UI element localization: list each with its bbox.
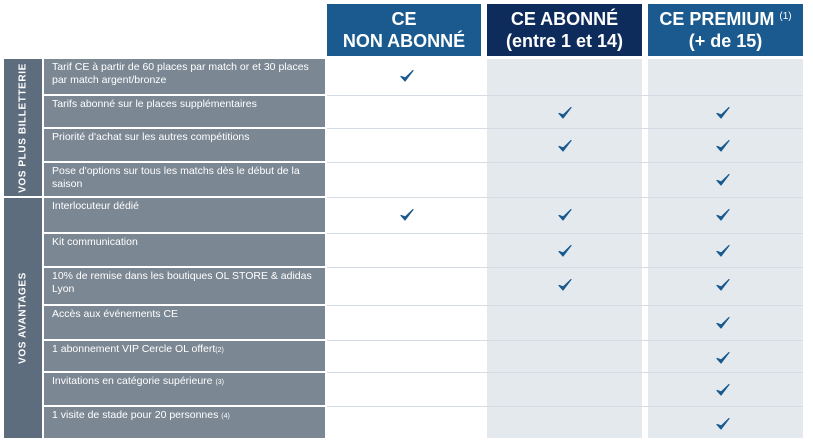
header-line2: NON ABONNÉ [342, 31, 466, 51]
feature-row-label [44, 59, 325, 94]
header-line1: CE PREMIUM $^{(1)}$ [659, 9, 792, 29]
checkmark-icon [716, 106, 730, 120]
checkmark-icon [558, 139, 572, 153]
feature-row-label [44, 306, 325, 339]
header-line2: (+ de 15) [688, 31, 763, 51]
row-divider [327, 95, 803, 96]
feature-row-label [44, 129, 325, 161]
checkmark-icon [400, 69, 414, 83]
group-vos-plus-billetterie [4, 59, 42, 196]
feature-row-label [44, 96, 325, 127]
checkmark-icon [716, 244, 730, 258]
checkmark-icon [716, 208, 730, 222]
feature-row-label [44, 373, 325, 405]
row-divider [327, 197, 803, 198]
feature-row-label [44, 268, 325, 304]
header-line1: CE ABONNÉ [510, 9, 619, 29]
row-divider [327, 340, 803, 341]
checkmark-icon [716, 278, 730, 292]
feature-text: Interlocuteur dédié [52, 200, 139, 212]
feature-text: Pose d'options sur tous les matchs dès le début de la saison [52, 165, 300, 190]
feature-row-label [44, 234, 325, 266]
feature-text: 1 abonnement VIP Cercle OL offert [52, 343, 216, 355]
feature-text: 10% de remise dans les boutiques OL STORE & adidas Lyon [52, 270, 312, 295]
feature-text: Invitations en catégorie supérieure [52, 375, 216, 387]
footnote-marker: (3) [215, 379, 224, 386]
feature-row-label [44, 163, 325, 196]
checkmark-icon [716, 139, 730, 153]
checkmark-icon [400, 208, 414, 222]
checkmark-icon [558, 106, 572, 120]
footnote-marker: (2) [215, 347, 224, 354]
row-divider [327, 233, 803, 234]
feature-text: Tarif CE à partir de 60 places par match or et 30 places par match argent/bronze [52, 61, 309, 86]
row-divider [327, 372, 803, 373]
feature-row-label [44, 407, 325, 438]
feature-text: Priorité d'achat sur les autres compétitions [52, 131, 250, 143]
feature-text: Kit communication [52, 236, 138, 248]
feature-text: 1 visite de stade pour 20 personnes [52, 409, 222, 421]
feature-row-label [44, 341, 325, 371]
group-vos-avantages [4, 198, 42, 438]
column-header-ce-non-abonne [327, 4, 481, 56]
checkmark-icon [716, 417, 730, 431]
row-divider [327, 162, 803, 163]
group-label: VOS AVANTAGES [17, 272, 29, 364]
group-label: VOS PLUS BILLETTERIE [17, 62, 29, 193]
checkmark-icon [716, 351, 730, 365]
feature-text: Accès aux événements CE [52, 308, 179, 320]
row-divider [327, 406, 803, 407]
row-divider [327, 305, 803, 306]
checkmark-icon [716, 173, 730, 187]
column-header-ce-abonne [487, 4, 642, 56]
checkmark-icon [558, 278, 572, 292]
row-divider [327, 128, 803, 129]
column-header-ce-premium [648, 4, 803, 56]
checkmark-icon [716, 316, 730, 330]
checkmark-icon [716, 383, 730, 397]
feature-text: Tarifs abonné sur le places supplémentaires [52, 98, 257, 110]
checkmark-icon [558, 208, 572, 222]
header-line2: (entre 1 et 14) [505, 31, 624, 51]
row-divider [327, 267, 803, 268]
header-line1: CE [391, 9, 417, 29]
footnote-marker: (1) [779, 11, 792, 22]
feature-row-label [44, 198, 325, 232]
footnote-marker: (4) [221, 413, 230, 420]
checkmark-icon [558, 244, 572, 258]
